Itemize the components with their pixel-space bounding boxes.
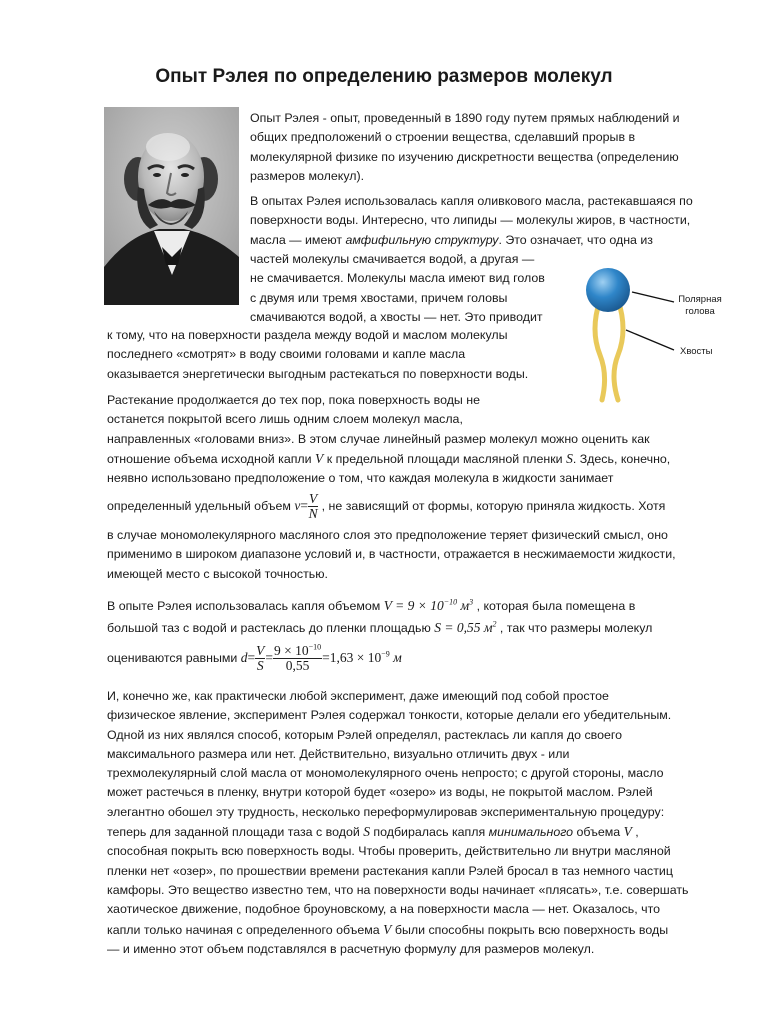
text-line: определенный удельный объем v= $\frac{V}{N}$ , не зависящий от формы, которую приняла жидкость. Хотя bbox=[107, 491, 666, 522]
paragraph-spreading bbox=[107, 391, 670, 488]
emphasis-text: минимального bbox=[488, 825, 574, 840]
text-line: Растекание продолжается до тех пор, пока поверхность воды не bbox=[107, 393, 481, 407]
formula-area: S = 0,55 $м^2$ bbox=[434, 619, 497, 635]
lipid-molecule-diagram bbox=[578, 260, 738, 410]
text-line: максимального размера или нет. Действительно, визуально отличить двух - или bbox=[107, 746, 570, 761]
text-line: В опыте Рэлея использовалась капля объемом $V = 9 \times 10^{-10}$ $м^3$ , которая была помещена в bbox=[107, 597, 636, 613]
molecule-size-line bbox=[107, 640, 402, 676]
head-label: Полярная голова bbox=[678, 294, 722, 317]
page-title: Опыт Рэлея по определению размеров молекул bbox=[155, 66, 613, 87]
text-line: В опытах Рэлея использовалась капля оливкового масла, растекавшаяся по bbox=[250, 194, 693, 208]
paragraph-subtleties bbox=[107, 687, 688, 959]
formula-specific-volume: v= $\frac{V}{N}$ bbox=[294, 491, 318, 522]
intro-paragraph bbox=[250, 109, 680, 186]
text-line: останется покрытой всего лишь одним слоем молекул масла, bbox=[107, 412, 463, 427]
text-line: к тому, что на поверхности раздела между водой и маслом молекулы bbox=[107, 328, 508, 342]
text-line: имеющей место с высокой точностью. bbox=[107, 566, 328, 581]
paragraph-experiment-values bbox=[107, 595, 652, 639]
specific-volume-line bbox=[107, 490, 665, 522]
text-line: способная покрыть всю поверхность воды. Чтобы проверить, действительно ли внутри масляной bbox=[107, 844, 671, 859]
text-line: молекулярной физике по изучению дискретности вещества (определению bbox=[250, 149, 679, 164]
text-line: теперь для заданной площади таза с водой S подбиралась капля минимального объема V , bbox=[107, 824, 639, 840]
polar-head-icon bbox=[586, 268, 630, 312]
text-line: в случае мономолекулярного масляного слоя это предположение теряет физический смысл, оно bbox=[107, 528, 668, 542]
text-line: пленки нет «озер», по прошествии времени растекания капли Рэлей бросал в таз немного частиц bbox=[107, 863, 673, 878]
text-line: не смачивается. Молекулы масла имеют вид голов bbox=[250, 271, 545, 286]
text-line: оказывается энергетически выгодным растекаться по поверхности воды. bbox=[107, 366, 529, 381]
text-line: отношение объема исходной капли V к предельной площади масляной пленки S. Здесь, конечно, bbox=[107, 450, 671, 466]
text-line: направленных «головами вниз». В этом случае линейный размер молекул можно оценить как bbox=[107, 431, 650, 446]
text-line: капли только начиная с определенного объема V были способны покрыть всю поверхность воды bbox=[107, 921, 669, 937]
text-line: трехмолекулярный слой масла от мономолекулярного очень непросто; с другой стороны, масло bbox=[107, 766, 664, 781]
paragraph-amphiphilic-wrap bbox=[250, 250, 545, 327]
paragraph-spreading-tail bbox=[107, 526, 676, 584]
formula-molecule-size: d= $\frac{V}{S}$ = $\frac{9 \times 10^{-10}}{0,55}$ $=1,63 \times 10^{-9}$ м bbox=[240, 642, 402, 674]
formula-volume: $V = 9 \times 10^{-10}$ $м^3$ bbox=[383, 597, 474, 613]
text-line: элегантно обошел эту трудность, несколько переформулировав экспериментальную процедуру: bbox=[107, 804, 665, 819]
text-line: общих предположений о строении вещества, сделавший прорыв в bbox=[250, 130, 636, 145]
text-line: И, конечно же, как практически любой эксперимент, даже имеющий под собой простое bbox=[107, 689, 609, 703]
text-line: смачиваются водой, а хвосты — нет. Это приводит bbox=[250, 309, 543, 324]
text-line: размеров молекул). bbox=[250, 168, 365, 183]
text-line: оцениваются равными d= $\frac{V}{S}$ = $\frac{9 \times 10^{-10}}{0,55}$ $=1,63 \times 10^{-9}$ м bbox=[107, 642, 402, 674]
text-line: масла — имеют амфифильную структуру. Это означает, что одна из bbox=[250, 232, 653, 247]
text-line: Опыт Рэлея - опыт, проведенный в 1890 году путем прямых наблюдений и bbox=[250, 111, 680, 125]
text-line: Одной из них являлся способ, которым Рэлей определял, растеклась ли капля до своего bbox=[107, 727, 623, 742]
emphasis-text: амфифильную структуру bbox=[345, 232, 499, 247]
text-line: — и именно этот объем подставлялся в расчетную формулу для размеров молекул. bbox=[107, 941, 595, 956]
paragraph-amphiphilic bbox=[250, 192, 693, 250]
text-line: может растечься в пленку, внутри которой будет «озеро» из воды, не покрытой маслом. Рэлей bbox=[107, 785, 653, 800]
text-line: неявно использовано предположение о том, что каждая молекула в жидкости занимает bbox=[107, 471, 614, 486]
text-line: большой таз с водой и растеклась до пленки площадью S = 0,55 $м^2$ , так что размеры молекул bbox=[107, 619, 653, 635]
text-line: частей молекулы смачивается водой, а другая — bbox=[250, 252, 535, 266]
tails-label: Хвосты bbox=[680, 346, 713, 357]
text-line: физическое явление, эксперимент Рэлея содержал тонкости, которые делали его убедительным. bbox=[107, 708, 672, 723]
text-line: поверхности воды. Интересно, что липиды — молекулы жиров, в частности, bbox=[250, 213, 691, 228]
paragraph-amphiphilic-tail bbox=[107, 326, 528, 384]
text-line: хаотическое движение, подобное броуновскому, а на поверхности масла — нет. Оказалось, что bbox=[107, 902, 661, 917]
text-line: применимо в широком диапазоне условий и, в частности, отражается в несжимаемости жидкости, bbox=[107, 547, 676, 562]
text-line: последнего «смотрят» в воду своими головами и капле масла bbox=[107, 347, 466, 362]
text-line: с двумя или тремя хвостами, причем головы bbox=[250, 290, 508, 305]
text-line: камфоры. Это вещество известно тем, что на поверхности воды начинает «плясать», т.е. совершать bbox=[107, 882, 689, 897]
rayleigh-portrait bbox=[104, 107, 239, 305]
